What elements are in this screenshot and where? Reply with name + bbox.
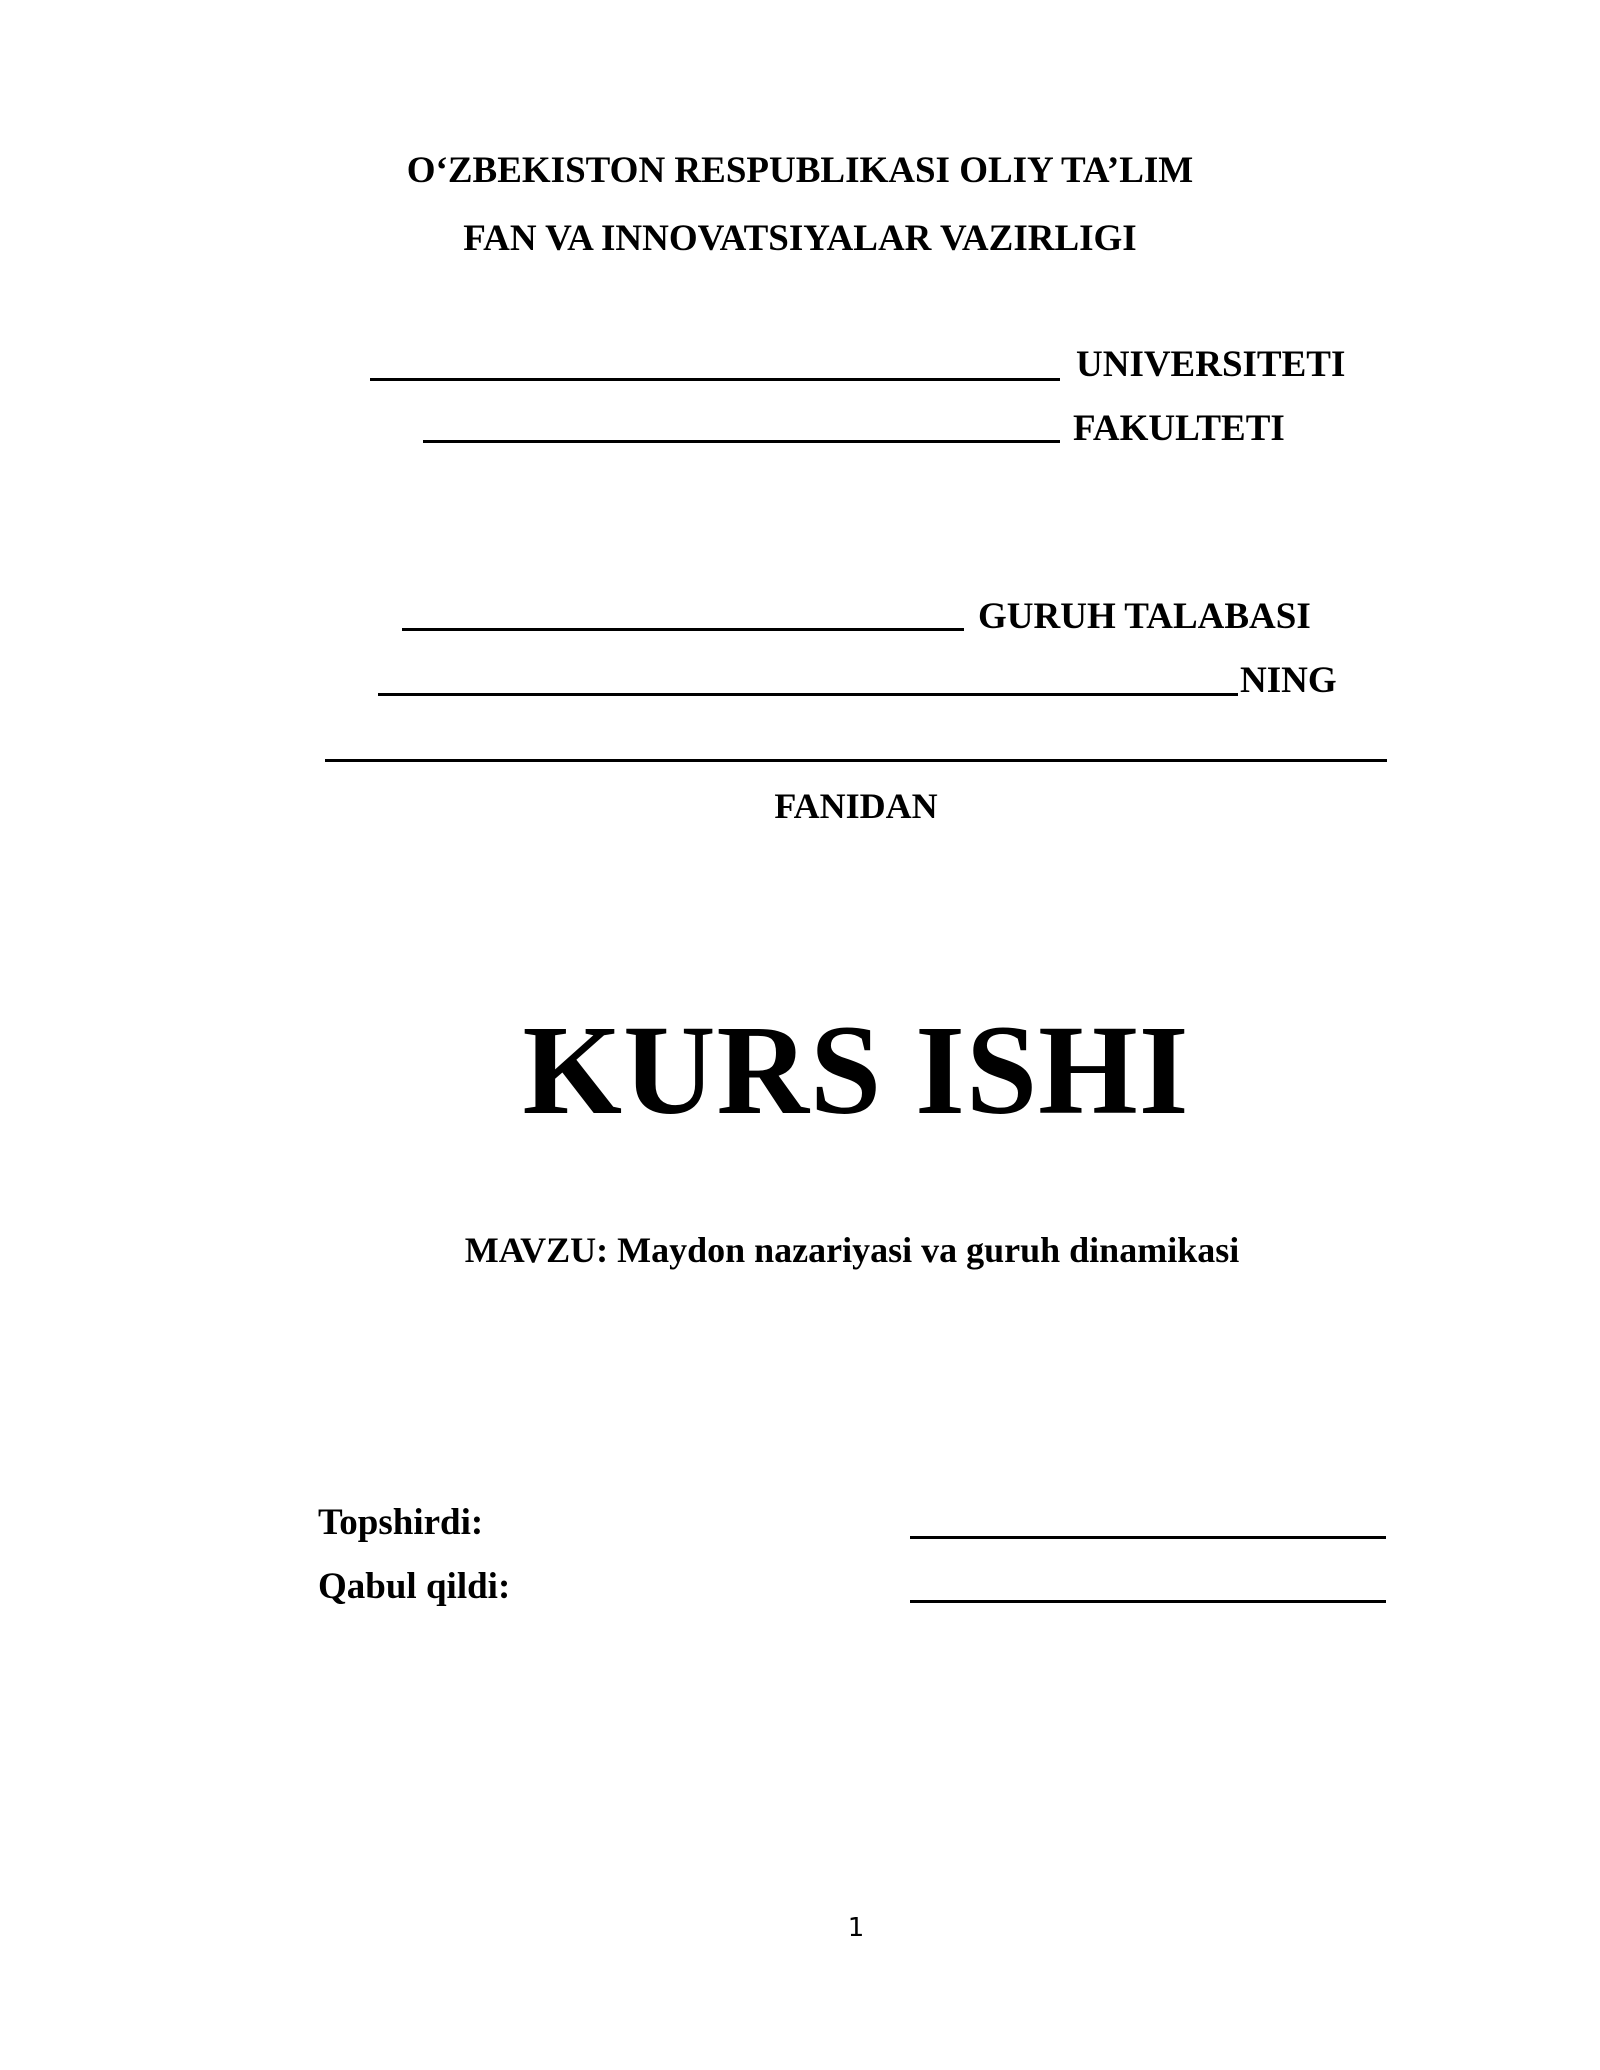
submitted-by-blank: [910, 1536, 1386, 1539]
genitive-suffix-label: NING: [1240, 660, 1337, 701]
student-name-blank: [378, 693, 1238, 696]
topic-line: MAVZU: Maydon nazariyasi va guruh dinamikasi: [464, 1230, 1240, 1270]
university-name-blank: [370, 378, 1060, 381]
accepted-by-blank: [910, 1600, 1386, 1603]
accepted-by-label: Qabul qildi:: [318, 1566, 511, 1607]
ministry-line-1: O‘ZBEKISTON RESPUBLIKASI OLIY TA’LIM: [406, 150, 1194, 191]
ministry-line-2: FAN VA INNOVATSIYALAR VAZIRLIGI: [463, 218, 1137, 259]
document-title: KURS ISHI: [522, 999, 1190, 1141]
submitted-by-label: Topshirdi:: [318, 1502, 484, 1543]
page-number: 1: [847, 1913, 865, 1943]
faculty-name-blank: [423, 440, 1060, 443]
faculty-label: FAKULTETI: [1073, 408, 1285, 449]
university-label: UNIVERSITETI: [1076, 344, 1346, 385]
subject-name-blank: [325, 759, 1387, 762]
group-student-label: GURUH TALABASI: [978, 596, 1311, 637]
subject-label: FANIDAN: [774, 786, 938, 826]
group-number-blank: [402, 628, 964, 631]
